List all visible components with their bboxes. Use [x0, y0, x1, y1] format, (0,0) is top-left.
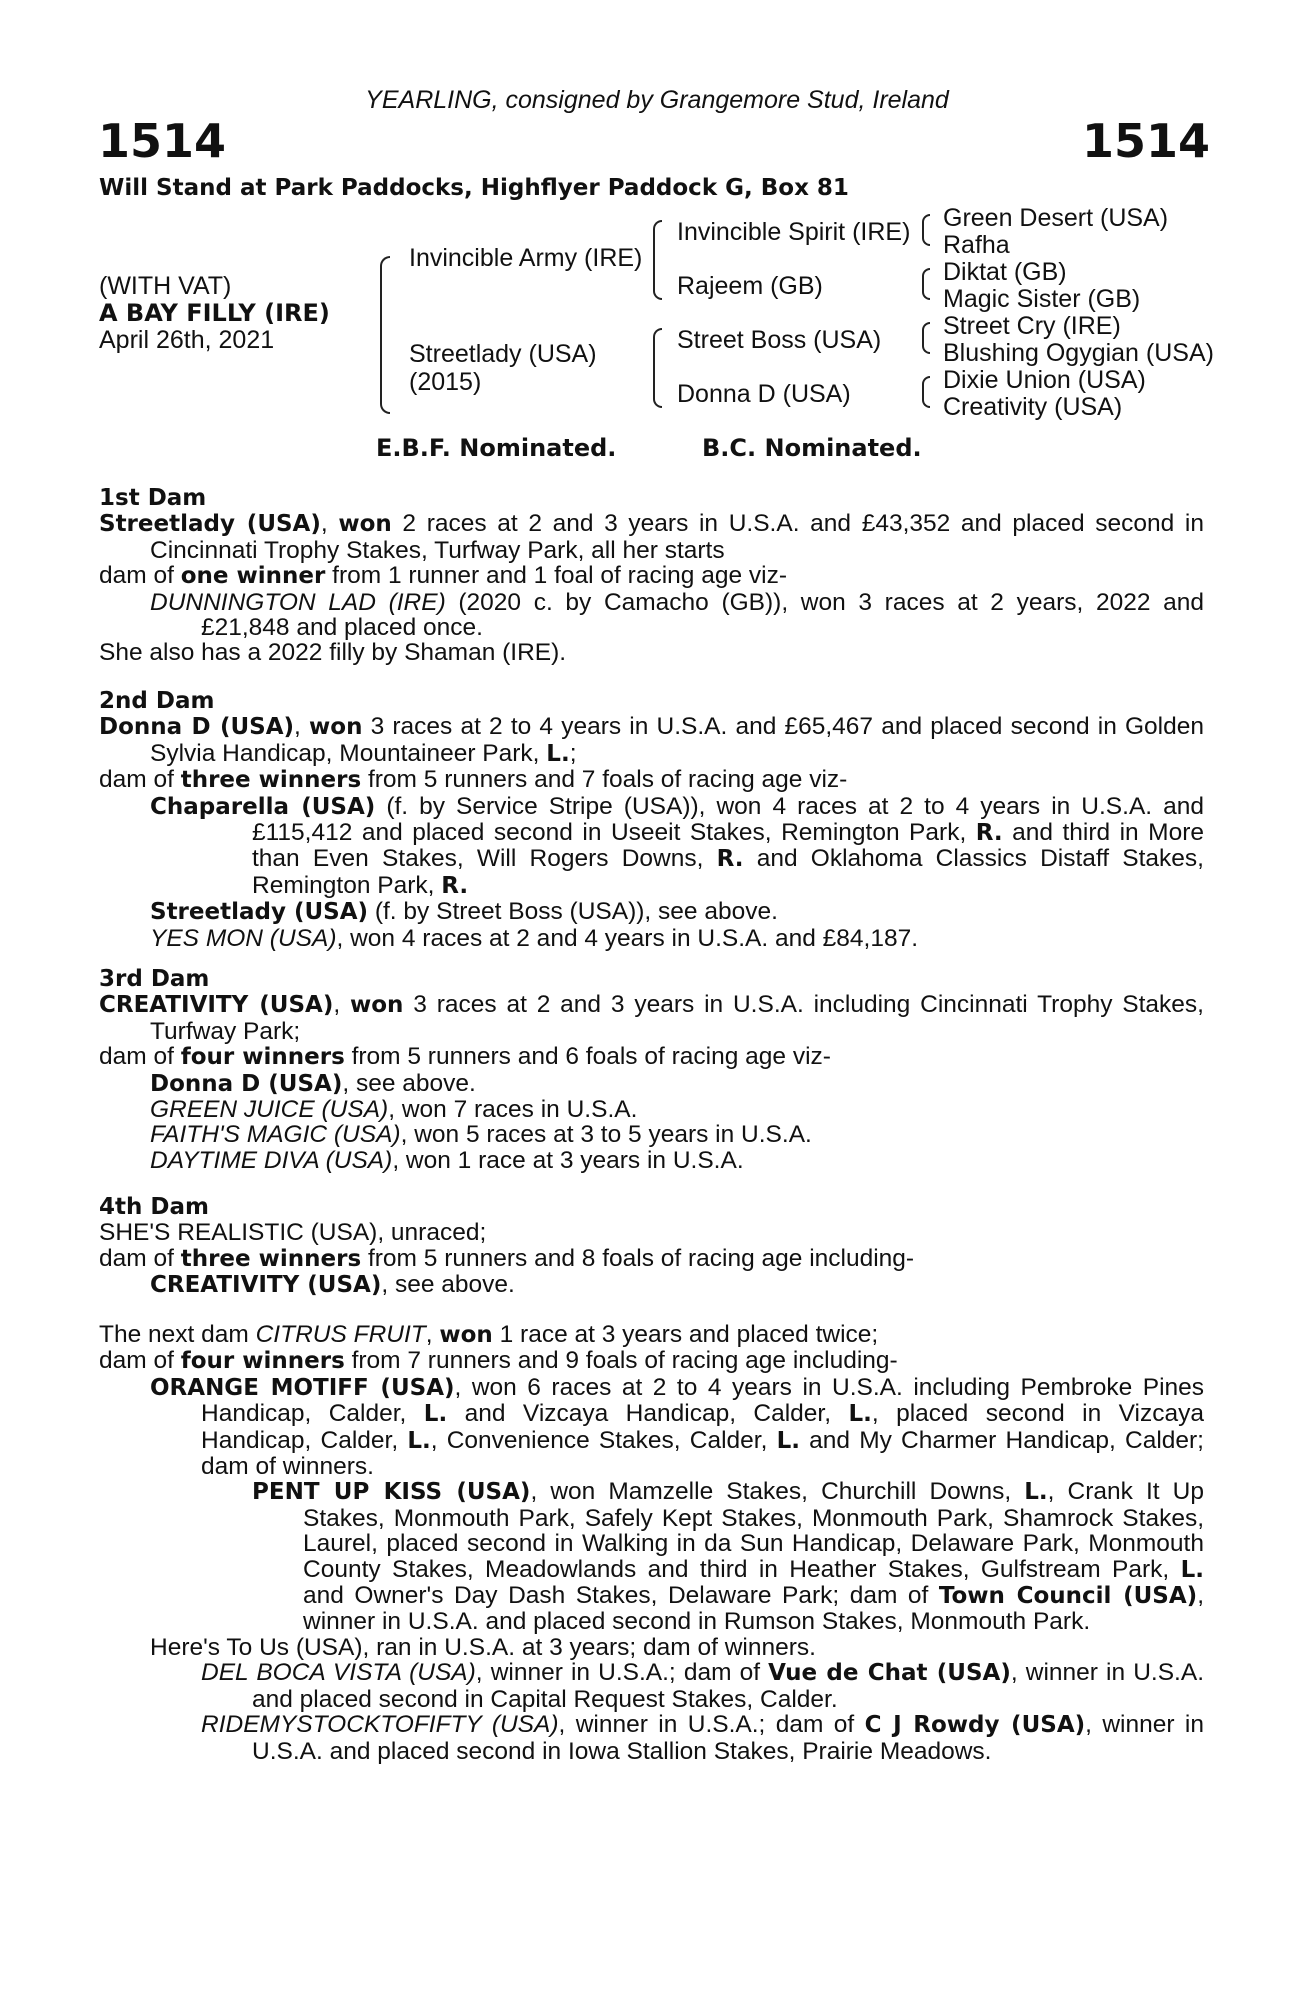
pedigree-dam: Streetlady (USA): [409, 340, 597, 368]
third-dam-section: 3rd Dam CREATIVITY (USA), won 3 races at 2 and 3 years in U.S.A. including Cincinnati Trophy Stakes, Turfway Park; dam of four winners from 5 runners and 6 foals of racing age viz- Donna D (USA), see above. GREEN JUICE (USA), won 7 races in U.S.A. FAITH'S MAGIC (USA), won 5 races at 3 to 5 years in U.S.A. DAYTIME DIVA (USA), won 1 race at 3 years in U.S.A.: [99, 966, 1204, 1174]
progeny-name: DAYTIME DIVA (USA): [150, 1146, 393, 1174]
brace-dam-top: [653, 328, 662, 364]
progeny-name: FAITH'S MAGIC (USA): [150, 1121, 401, 1149]
brace-dam-bottom: [653, 362, 662, 408]
progeny-name: DUNNINGTON LAD (IRE): [150, 588, 446, 616]
pedigree-ggp-3: Diktat (GB): [943, 258, 1067, 286]
brace-sire-bottom: [653, 254, 662, 300]
section-heading: 1st Dam: [99, 485, 207, 511]
progeny-name: YES MON (USA): [150, 924, 337, 952]
progeny-name: Donna D (USA): [150, 1070, 343, 1097]
pedigree-ggp-8: Creativity (USA): [943, 393, 1123, 421]
brace-g4-bottom: [922, 390, 930, 408]
foaling-date: April 26th, 2021: [99, 326, 275, 354]
next-dam-section: The next dam CITRUS FRUIT, won 1 race at 3 years and placed twice; dam of four winners from 7 runners and 9 foals of racing age including- ORANGE MOTIFF (USA), won 6 races at 2 to 4 years in U.S.A. including Pembroke Pines Handicap, Calder, L. and Vizcaya Handicap, Calder, L., placed second in Vizcaya Handicap, Calder, L., Convenience Stakes, Calder, L. and My Charmer Handicap, Calder; dam of winners. PENT UP KISS (USA), won Mamzelle Stakes, Churchill Downs, L., Crank It Up Stakes, Monmouth Park, Safely Kept Stakes, Monmouth Park, Shamrock Stakes, Laurel, placed second in Walking in da Sun Handicap, Delaware Park, Monmouth County Stakes, Meadowlands and third in Heather Stakes, Gulfstream Park, L. and Owner's Day Dash Stakes, Delaware Park; dam of Town Council (USA), winner in U.S.A. and placed second in Rumson Stakes, Monmouth Park. Here's To Us (USA), ran in U.S.A. at 3 years; dam of winners. DEL BOCA VISTA (USA), winner in U.S.A.; dam of Vue de Chat (USA), winner in U.S.A. and placed second in Capital Request Stakes, Calder. RIDEMYSTOCKTOFIFTY (USA), winner in U.S.A.; dam of C J Rowdy (USA), winner in U.S.A. and placed second in Iowa Stallion Stakes, Prairie Meadows.: [99, 1321, 1205, 1765]
pedigree-ggp-6: Blushing Ogygian (USA): [943, 339, 1214, 367]
pedigree-dam-year: (2015): [409, 368, 482, 396]
pedigree-ggp-7: Dixie Union (USA): [943, 366, 1146, 394]
progeny-name: RIDEMYSTOCKTOFIFTY (USA): [201, 1711, 559, 1739]
horse-name: Streetlady (USA): [99, 511, 321, 538]
stand-location: Will Stand at Park Paddocks, Highflyer Paddock G, Box 81: [99, 175, 849, 201]
lot-number-right: 1514: [1081, 114, 1210, 168]
first-dam-section: 1st Dam Streetlady (USA), won 2 races at 2 and 3 years in U.S.A. and £43,352 and placed second in Cincinnati Trophy Stakes, Turfway Park, all her starts dam of one winner from 1 runner and 1 foal of racing age viz- DUNNINGTON LAD (IRE) (2020 c. by Camacho (GB)), won 3 races at 2 years, 2022 and £21,848 and placed once. She also has a 2022 filly by Shaman (IRE).: [99, 485, 1204, 667]
vat-note: (WITH VAT): [99, 272, 232, 300]
progeny-note: She also has a 2022 filly by Shaman (IRE).: [99, 639, 567, 667]
progeny-name: Chaparella (USA): [150, 793, 376, 820]
brace-g2-bottom: [922, 282, 930, 300]
pedigree-ggp-1: Green Desert (USA): [943, 204, 1169, 232]
pedigree-sire-dam: Rajeem (GB): [677, 272, 823, 300]
section-heading: 3rd Dam: [99, 966, 210, 992]
progeny-name: CREATIVITY (USA): [150, 1272, 382, 1299]
progeny-line: Here's To Us (USA), ran in U.S.A. at 3 years; dam of winners.: [150, 1633, 816, 1661]
pedigree-ggp-5: Street Cry (IRE): [943, 312, 1121, 340]
pedigree-ggp-2: Rafha: [943, 231, 1010, 259]
section-heading: 4th Dam: [99, 1194, 209, 1220]
brace-sire-top: [653, 220, 662, 256]
horse-name: CITRUS FRUIT: [255, 1321, 426, 1348]
second-dam-section: 2nd Dam Donna D (USA), won 3 races at 2 to 4 years in U.S.A. and £65,467 and placed second in Golden Sylvia Handicap, Mountaineer Park, L.; dam of three winners from 5 runners and 7 foals of racing age viz- Chaparella (USA) (f. by Service Stripe (USA)), won 4 races at 2 to 4 years in U.S.A. and £115,412 and placed second in Useeit Stakes, Remington Park, R. and third in More than Even Stakes, Will Rogers Downs, R. and Oklahoma Classics Distaff Stakes, Remington Park, R. Streetlady (USA) (f. by Street Boss (USA)), see above. YES MON (USA), won 4 races at 2 and 4 years in U.S.A. and £84,187.: [99, 688, 1205, 952]
horse-name: CREATIVITY (USA): [99, 992, 334, 1019]
fourth-dam-line: SHE'S REALISTIC (USA), unraced;: [99, 1219, 487, 1247]
bc-nomination: B.C. Nominated.: [702, 434, 922, 462]
brace-main-top: [380, 256, 390, 334]
lot-number-left: 1514: [98, 114, 227, 168]
pedigree-dam-sire: Street Boss (USA): [677, 326, 882, 354]
horse-name: Donna D (USA): [99, 714, 295, 741]
progeny-name: PENT UP KISS (USA): [252, 1479, 531, 1506]
pedigree-ggp-4: Magic Sister (GB): [943, 285, 1141, 313]
horse-name: A BAY FILLY (IRE): [99, 299, 330, 327]
fourth-dam-section: 4th Dam SHE'S REALISTIC (USA), unraced; dam of three winners from 5 runners and 8 foals of racing age including- CREATIVITY (USA), see above.: [99, 1195, 1204, 1299]
progeny-name: DEL BOCA VISTA (USA): [201, 1659, 476, 1687]
ebf-nomination: E.B.F. Nominated.: [376, 434, 617, 462]
brace-main-bottom: [380, 332, 390, 414]
pedigree-dam-dam: Donna D (USA): [677, 380, 851, 408]
section-heading: 2nd Dam: [99, 688, 215, 714]
brace-g1-bottom: [922, 228, 930, 246]
progeny-name: GREEN JUICE (USA): [150, 1096, 389, 1124]
consignment-line: YEARLING, consigned by Grangemore Stud, Ireland: [365, 86, 949, 114]
pedigree-sire-sire: Invincible Spirit (IRE): [677, 218, 911, 246]
pedigree-sire: Invincible Army (IRE): [409, 244, 643, 272]
brace-g3-bottom: [922, 336, 930, 354]
progeny-name: ORANGE MOTIFF (USA): [150, 1374, 455, 1401]
progeny-name: Streetlady (USA): [150, 899, 369, 926]
